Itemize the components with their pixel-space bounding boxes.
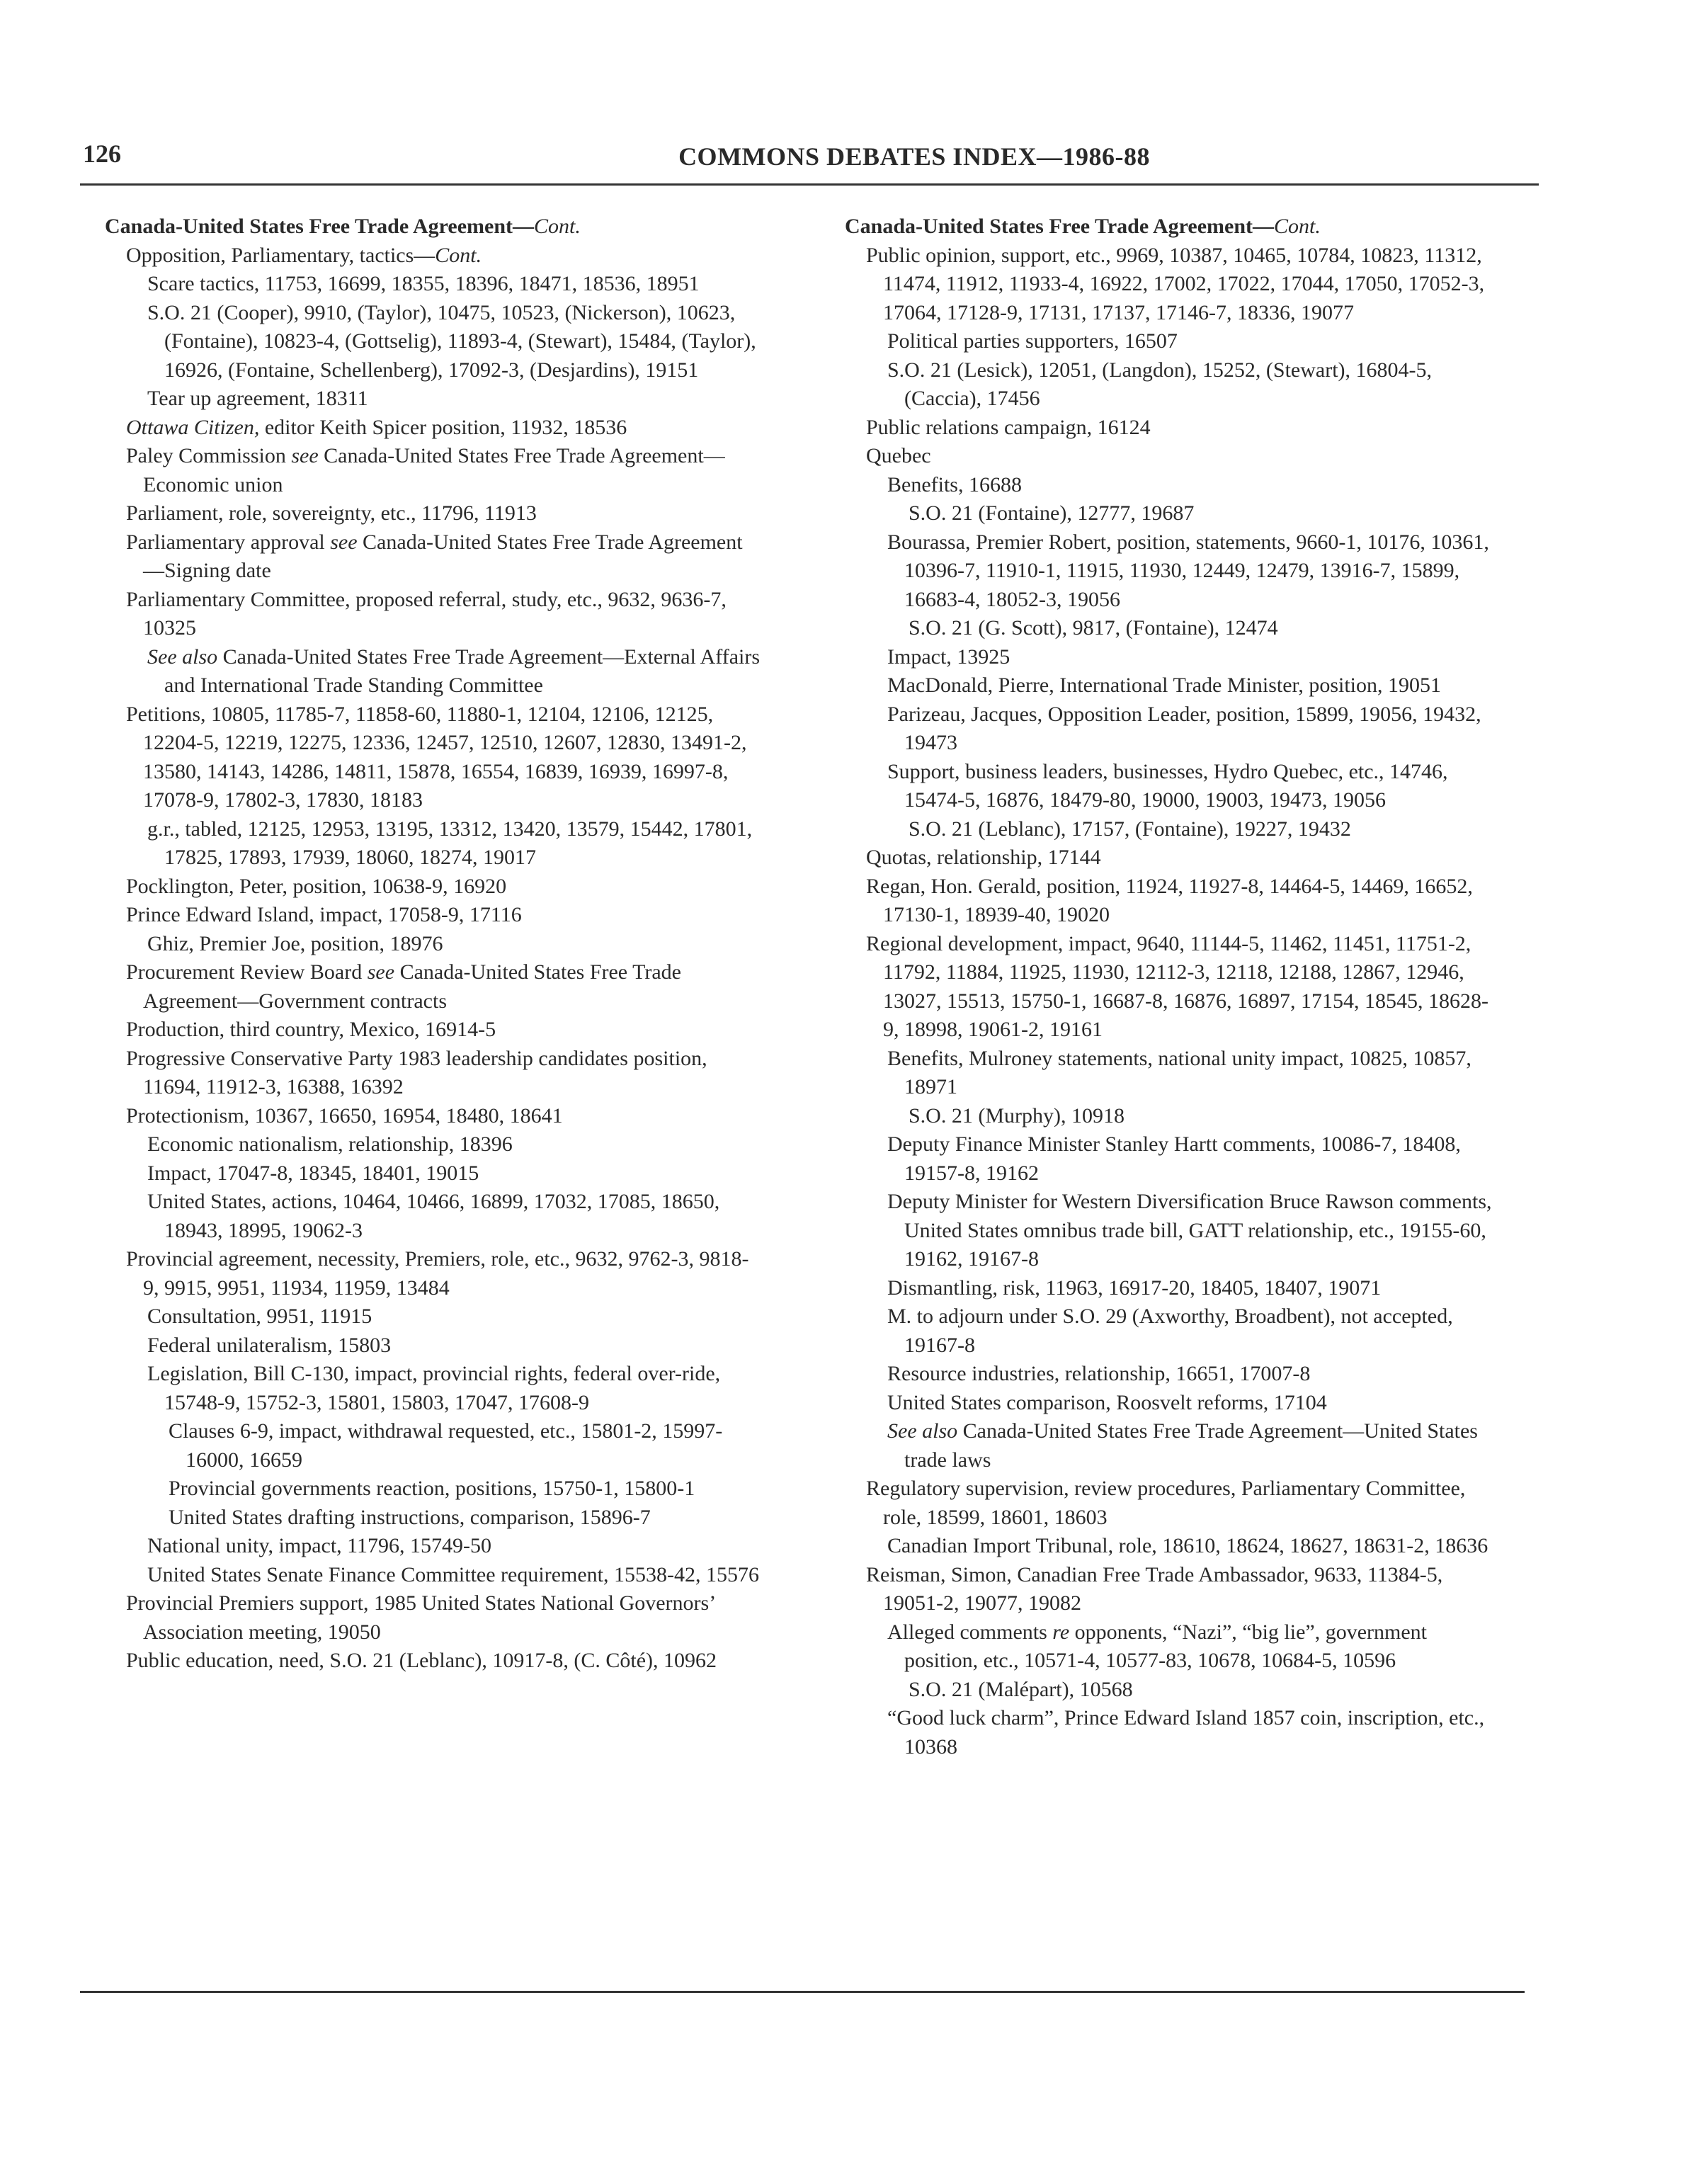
entry-text: editor Keith Spicer position, 11932, 18536 (259, 415, 627, 439)
index-entry (824, 1274, 1503, 1303)
entry-text: Canada-United States Free Trade Agreement—External Affairs and International Trade Standing Committee (164, 644, 761, 697)
entry-text: National unity, impact, 11796, 15749-50 (147, 1534, 492, 1557)
entry-text: Production, third country, Mexico, 16914-5 (126, 1018, 496, 1041)
index-entry (84, 901, 763, 930)
entry-text: Quotas, relationship, 17144 (866, 846, 1101, 869)
index-entry (84, 499, 763, 528)
entry-text: S.O. 21 (Cooper), 9910, (Taylor), 10475, 10523, (Nickerson), 10623, (Fontaine), 10823-4, (Gottselig), 11893-4, (Stewart), 15484, (Taylor), 16926, (Fontaine, Schellenberg), 17092-3, (Desjardins), 19151 (147, 300, 756, 382)
index-entry (84, 442, 763, 499)
entry-text: Quebec (866, 444, 931, 467)
index-entry (824, 528, 1503, 615)
index-entry (84, 1159, 763, 1188)
index-entry (824, 671, 1503, 700)
index-entry (84, 414, 763, 443)
entry-text: United States, actions, 10464, 10466, 16899, 17032, 17085, 18650, 18943, 18995, 19062-3 (147, 1190, 720, 1242)
entry-text: United States Senate Finance Committee requirement, 15538-42, 15576 (147, 1562, 759, 1586)
entry-text: “Good luck charm”, Prince Edward Island 1857 coin, inscription, etc., 10368 (887, 1706, 1485, 1759)
index-entry (824, 1532, 1503, 1561)
index-entry (84, 528, 763, 586)
entry-text: Political parties supporters, 16507 (887, 329, 1178, 353)
index-entry (84, 643, 763, 700)
index-entry (824, 1676, 1503, 1705)
entry-text: Public opinion, support, etc., 9969, 10387, 10465, 10784, 10823, 11312, 11474, 11912, 11933-4, 16922, 17002, 17022, 17044, 17050, 17052-3, 17064, 17128-9, 17131, 17137, 17146-7, 18336, 19077 (866, 243, 1485, 324)
continued-marker: Cont. (534, 215, 581, 238)
entry-text: Regulatory supervision, review procedures, Parliamentary Committee, role, 18599, 18601, 18603 (866, 1477, 1466, 1529)
index-entry (84, 242, 763, 271)
index-entry (824, 442, 1503, 471)
entry-text: S.O. 21 (G. Scott), 9817, (Fontaine), 12474 (909, 616, 1278, 640)
entry-text: Parizeau, Jacques, Opposition Leader, position, 15899, 19056, 19432, 19473 (887, 702, 1481, 754)
entry-text: Progressive Conservative Party 1983 leadership candidates position, 11694, 11912-3, 16388, 16392 (126, 1046, 707, 1098)
index-entry (84, 270, 763, 299)
index-entry (84, 1188, 763, 1245)
page-number: 126 (83, 140, 121, 168)
index-entry (824, 1618, 1503, 1676)
index-entry (824, 356, 1503, 414)
index-entry (84, 1102, 763, 1131)
entry-text: Canada-United States Free Trade Agreement— (105, 215, 535, 238)
entry-text: United States comparison, Roosvelt reforms, 17104 (887, 1390, 1327, 1414)
entry-text: S.O. 21 (Leblanc), 17157, (Fontaine), 19227, 19432 (909, 817, 1351, 841)
continued-marker: Cont. (1274, 215, 1321, 238)
entry-text: Alleged comments (887, 1620, 1053, 1644)
entry-text: Impact, 13925 (887, 644, 1010, 669)
index-entry (84, 1302, 763, 1331)
index-entry (84, 1475, 763, 1504)
index-column-left (84, 212, 763, 1676)
index-entry (84, 1245, 763, 1302)
index-entry (824, 873, 1503, 930)
index-entry (84, 815, 763, 873)
entry-text: Petitions, 10805, 11785-7, 11858-60, 11880-1, 12104, 12106, 12125, 12204-5, 12219, 12275, 12336, 12457, 12510, 12607, 12830, 13491-2, 13580, 14143, 14286, 14811, 15878, 16554, 16839, 16939, 16997-8, 17078-9, 17802-3, 17830, 18183 (126, 702, 747, 812)
index-entry (84, 1647, 763, 1676)
entry-text: Paley Commission (126, 444, 292, 467)
index-entry (824, 1389, 1503, 1418)
cross-reference-word: see (330, 530, 358, 554)
top-rule (80, 183, 1539, 186)
entry-text: S.O. 21 (Malépart), 10568 (909, 1677, 1133, 1701)
entry-text: Reisman, Simon, Canadian Free Trade Ambassador, 9633, 11384-5, 19051-2, 19077, 19082 (866, 1562, 1443, 1615)
index-entry (824, 843, 1503, 873)
index-entry (824, 1302, 1503, 1360)
index-entry (824, 1130, 1503, 1188)
entry-text: Canada-United States Free Trade Agreement— (845, 215, 1275, 238)
index-entry (824, 1188, 1503, 1274)
entry-text: Opposition, Parliamentary, tactics— (126, 243, 435, 267)
index-entry (824, 614, 1503, 643)
entry-text-continued: Canada-United States Free Trade Agreement—Economic union (143, 444, 725, 496)
entry-text: Tear up agreement, 18311 (147, 387, 368, 410)
entry-text: S.O. 21 (Murphy), 10918 (909, 1103, 1125, 1127)
index-entry (84, 586, 763, 643)
entry-text-continued: opponents, “Nazi”, “big lie”, government position, etc., 10571-4, 10577-83, 10678, 10684-5, 10596 (904, 1620, 1428, 1672)
entry-text: Protectionism, 10367, 16650, 16954, 18480, 18641 (126, 1103, 563, 1127)
index-entry (824, 700, 1503, 758)
index-entry (824, 815, 1503, 844)
entry-text: Canada-United States Free Trade Agreement—United States trade laws (904, 1419, 1478, 1472)
entry-text: Parliamentary Committee, proposed referral, study, etc., 9632, 9636-7, 10325 (126, 587, 727, 640)
index-entry (824, 1704, 1503, 1761)
entry-text: Benefits, Mulroney statements, national unity impact, 10825, 10857, 18971 (887, 1046, 1471, 1098)
entry-text: Ghiz, Premier Joe, position, 18976 (147, 931, 443, 955)
bottom-rule (80, 1991, 1525, 1993)
entry-text: Legislation, Bill C-130, impact, provincial rights, federal over-ride, 15748-9, 15752-3, 15801, 15803, 17047, 17608-9 (147, 1362, 721, 1414)
index-entry (824, 1561, 1503, 1618)
index-entry (84, 1589, 763, 1647)
index-entry (84, 1504, 763, 1533)
index-entry (84, 1532, 763, 1561)
entry-text: MacDonald, Pierre, International Trade Minister, position, 19051 (887, 674, 1442, 697)
entry-text: Parliamentary approval (126, 530, 331, 554)
index-entry (84, 1417, 763, 1475)
entry-text: Public relations campaign, 16124 (866, 415, 1151, 439)
index-entry (824, 327, 1503, 356)
running-head: COMMONS DEBATES INDEX—1986-88 (678, 142, 1150, 171)
entry-text: Public education, need, S.O. 21 (Leblanc), 10917-8, (C. Côté), 10962 (126, 1649, 717, 1672)
index-entry (84, 1045, 763, 1102)
entry-text: g.r., tabled, 12125, 12953, 13195, 13312, 13420, 13579, 15442, 17801, 17825, 17893, 17939, 18060, 18274, 19017 (147, 817, 753, 869)
entry-text: Deputy Finance Minister Stanley Hartt comments, 10086-7, 18408, 19157-8, 19162 (887, 1132, 1461, 1185)
entry-italic-lead: See also (147, 644, 218, 669)
index-entry (84, 1130, 763, 1159)
entry-text: Impact, 17047-8, 18345, 18401, 19015 (147, 1161, 479, 1185)
entry-text: Regan, Hon. Gerald, position, 11924, 11927-8, 14464-5, 14469, 16652, 17130-1, 18939-40, 19020 (866, 874, 1473, 926)
entry-text: Provincial Premiers support, 1985 United States National Governors’ Association meeting, 19050 (126, 1591, 714, 1644)
index-heading (84, 212, 763, 242)
index-entry (824, 643, 1503, 672)
index-entry (824, 414, 1503, 443)
entry-text: Canadian Import Tribunal, role, 18610, 18624, 18627, 18631-2, 18636 (887, 1534, 1488, 1557)
cross-reference-word: see (291, 444, 319, 467)
entry-text: Economic nationalism, relationship, 18396 (147, 1132, 513, 1156)
entry-text: Clauses 6-9, impact, withdrawal requested, etc., 15801-2, 15997-16000, 16659 (169, 1419, 723, 1472)
entry-text: Resource industries, relationship, 16651, 17007-8 (887, 1362, 1311, 1385)
index-entry (824, 1045, 1503, 1102)
entry-text: Parliament, role, sovereignty, etc., 11796, 11913 (126, 501, 537, 525)
entry-text: Pocklington, Peter, position, 10638-9, 16920 (126, 874, 507, 898)
index-heading (824, 212, 1503, 242)
index-entry (824, 242, 1503, 328)
entry-text-continued: Canada-United States Free Trade Agreement—Government contracts (143, 960, 681, 1013)
entry-text: Provincial agreement, necessity, Premiers, role, etc., 9632, 9762-3, 9818-9, 9915, 9951, 11934, 11959, 13484 (126, 1247, 749, 1300)
entry-text: Federal unilateralism, 15803 (147, 1333, 392, 1357)
entry-text: S.O. 21 (Fontaine), 12777, 19687 (909, 501, 1195, 525)
entry-text-continued: Canada-United States Free Trade Agreement—Signing date (143, 530, 743, 582)
entry-text: Prince Edward Island, impact, 17058-9, 17116 (126, 903, 522, 926)
index-column-right (824, 212, 1503, 1761)
index-entry (84, 385, 763, 414)
index-entry (824, 930, 1503, 1045)
entry-italic-lead: See also (887, 1419, 958, 1443)
entry-text: Deputy Minister for Western Diversification Bruce Rawson comments, United States omnibus trade bill, GATT relationship, etc., 19155-60, 19162, 19167-8 (887, 1190, 1492, 1271)
index-entry (824, 499, 1503, 528)
index-entry (824, 1417, 1503, 1475)
index-entry (824, 1475, 1503, 1532)
entry-text: Scare tactics, 11753, 16699, 18355, 18396, 18471, 18536, 18951 (147, 272, 700, 295)
index-entry (84, 1331, 763, 1360)
entry-text: Provincial governments reaction, positions, 15750-1, 15800-1 (169, 1477, 695, 1500)
entry-italic-lead: Ottawa Citizen, (126, 415, 260, 439)
entry-text: Regional development, impact, 9640, 11144-5, 11462, 11451, 11751-2, 11792, 11884, 11925, 11930, 12112-3, 12118, 12188, 12867, 12946, 13027, 15513, 15750-1, 16687-8, 16876, 16897, 17154, 18545, 18628-9, 18998, 19061-2, 19161 (866, 931, 1488, 1041)
index-entry (84, 1561, 763, 1590)
index-entry (84, 1016, 763, 1045)
index-entry (824, 1360, 1503, 1389)
cross-reference-word: re (1052, 1620, 1070, 1644)
index-entry (84, 1360, 763, 1417)
index-entry (824, 1102, 1503, 1131)
entry-text: Bourassa, Premier Robert, position, statements, 9660-1, 10176, 10361, 10396-7, 11910-1, 11915, 11930, 12449, 12479, 13916-7, 15899, 16683-4, 18052-3, 19056 (887, 530, 1489, 611)
index-entry (84, 930, 763, 959)
entry-text: M. to adjourn under S.O. 29 (Axworthy, Broadbent), not accepted, 19167-8 (887, 1305, 1453, 1357)
entry-text: Procurement Review Board (126, 960, 368, 984)
entry-text: Support, business leaders, businesses, Hydro Quebec, etc., 14746, 15474-5, 16876, 18479-80, 19000, 19003, 19473, 19056 (887, 759, 1448, 812)
entry-text: United States drafting instructions, comparison, 15896-7 (169, 1505, 651, 1529)
index-entry (84, 299, 763, 385)
index-entry (84, 958, 763, 1016)
entry-text: Dismantling, risk, 11963, 16917-20, 18405, 18407, 19071 (887, 1276, 1382, 1300)
entry-text: Consultation, 9951, 11915 (147, 1305, 372, 1328)
index-entry (84, 700, 763, 815)
cross-reference-word: see (367, 960, 395, 984)
entry-text: Benefits, 16688 (887, 472, 1022, 496)
continued-marker: Cont. (435, 243, 482, 267)
entry-text: S.O. 21 (Lesick), 12051, (Langdon), 15252, (Stewart), 16804-5, (Caccia), 17456 (887, 358, 1433, 410)
index-entry (84, 873, 763, 902)
index-entry (824, 758, 1503, 815)
index-entry (824, 471, 1503, 500)
